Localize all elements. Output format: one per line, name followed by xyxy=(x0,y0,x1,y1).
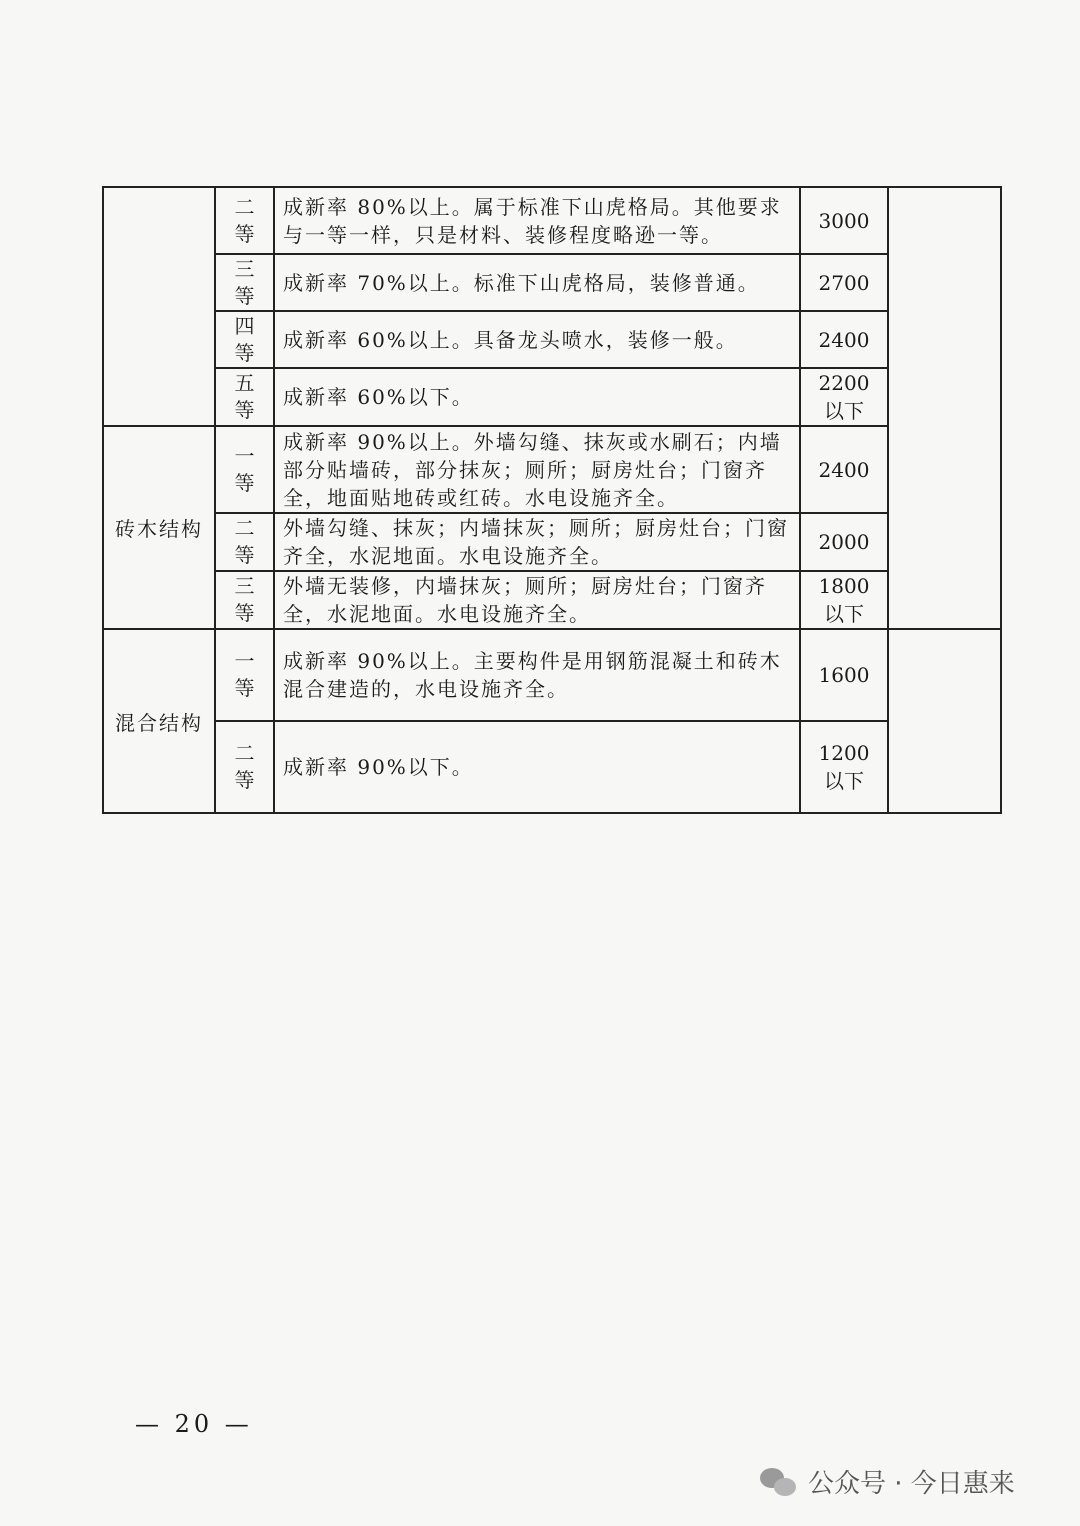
table-row xyxy=(103,311,1001,368)
price-cell: 2400 xyxy=(800,311,888,368)
remark-cell xyxy=(888,187,1001,629)
standards-table xyxy=(102,186,1002,814)
grade-cell: 二 等 xyxy=(215,513,274,571)
grade-cell: 一 等 xyxy=(215,629,274,721)
table-row xyxy=(103,254,1001,311)
description-cell: 成新率 60%以下。 xyxy=(274,368,800,426)
price-cell: 3000 xyxy=(800,187,888,254)
table-row xyxy=(103,629,1001,721)
description-cell: 成新率 90%以上。外墙勾缝、抹灰或水刷石；内墙部分贴墙砖，部分抹灰；厕所；厨房灶台；门窗齐全，地面贴地砖或红砖。水电设施齐全。 xyxy=(274,426,800,513)
grade-cell: 三 等 xyxy=(215,254,274,311)
price-cell: 1600 xyxy=(800,629,888,721)
watermark xyxy=(760,1463,1015,1500)
table-row xyxy=(103,721,1001,813)
page-number: — 20 — xyxy=(135,1410,253,1438)
category-cell: 砖木结构 xyxy=(103,426,215,629)
watermark-text: 公众号 · 今日惠来 xyxy=(808,1469,1015,1499)
grade-cell: 一 等 xyxy=(215,426,274,513)
price-cell: 2700 xyxy=(800,254,888,311)
description-cell: 成新率 70%以上。标准下山虎格局，装修普通。 xyxy=(274,254,800,311)
price-cell: 2000 xyxy=(800,513,888,571)
table-row xyxy=(103,187,1001,254)
description-cell: 外墙勾缝、抹灰；内墙抹灰；厕所；厨房灶台；门窗齐全，水泥地面。水电设施齐全。 xyxy=(274,513,800,571)
description-cell: 成新率 60%以上。具备龙头喷水，装修一般。 xyxy=(274,311,800,368)
grade-cell: 三 等 xyxy=(215,571,274,629)
description-cell: 成新率 80%以上。属于标准下山虎格局。其他要求与一等一样，只是材料、装修程度略逊一等。 xyxy=(274,187,800,254)
category-cell: 混合结构 xyxy=(103,629,215,813)
table-row xyxy=(103,426,1001,513)
price-cell: 1200 以下 xyxy=(800,721,888,813)
grade-cell: 二 等 xyxy=(215,187,274,254)
grade-cell: 二 等 xyxy=(215,721,274,813)
table-row xyxy=(103,513,1001,571)
remark-cell xyxy=(888,629,1001,813)
description-cell: 成新率 90%以上。主要构件是用钢筋混凝土和砖木混合建造的，水电设施齐全。 xyxy=(274,629,800,721)
description-cell: 成新率 90%以下。 xyxy=(274,721,800,813)
table-row xyxy=(103,368,1001,426)
price-cell: 2200 以下 xyxy=(800,368,888,426)
description-cell: 外墙无装修，内墙抹灰；厕所；厨房灶台；门窗齐全，水泥地面。水电设施齐全。 xyxy=(274,571,800,629)
price-cell: 2400 xyxy=(800,426,888,513)
price-cell: 1800 以下 xyxy=(800,571,888,629)
table-row xyxy=(103,571,1001,629)
category-cell-continued xyxy=(103,187,215,426)
grade-cell: 五 等 xyxy=(215,368,274,426)
grade-cell: 四 等 xyxy=(215,311,274,368)
wechat-icon xyxy=(760,1466,798,1498)
